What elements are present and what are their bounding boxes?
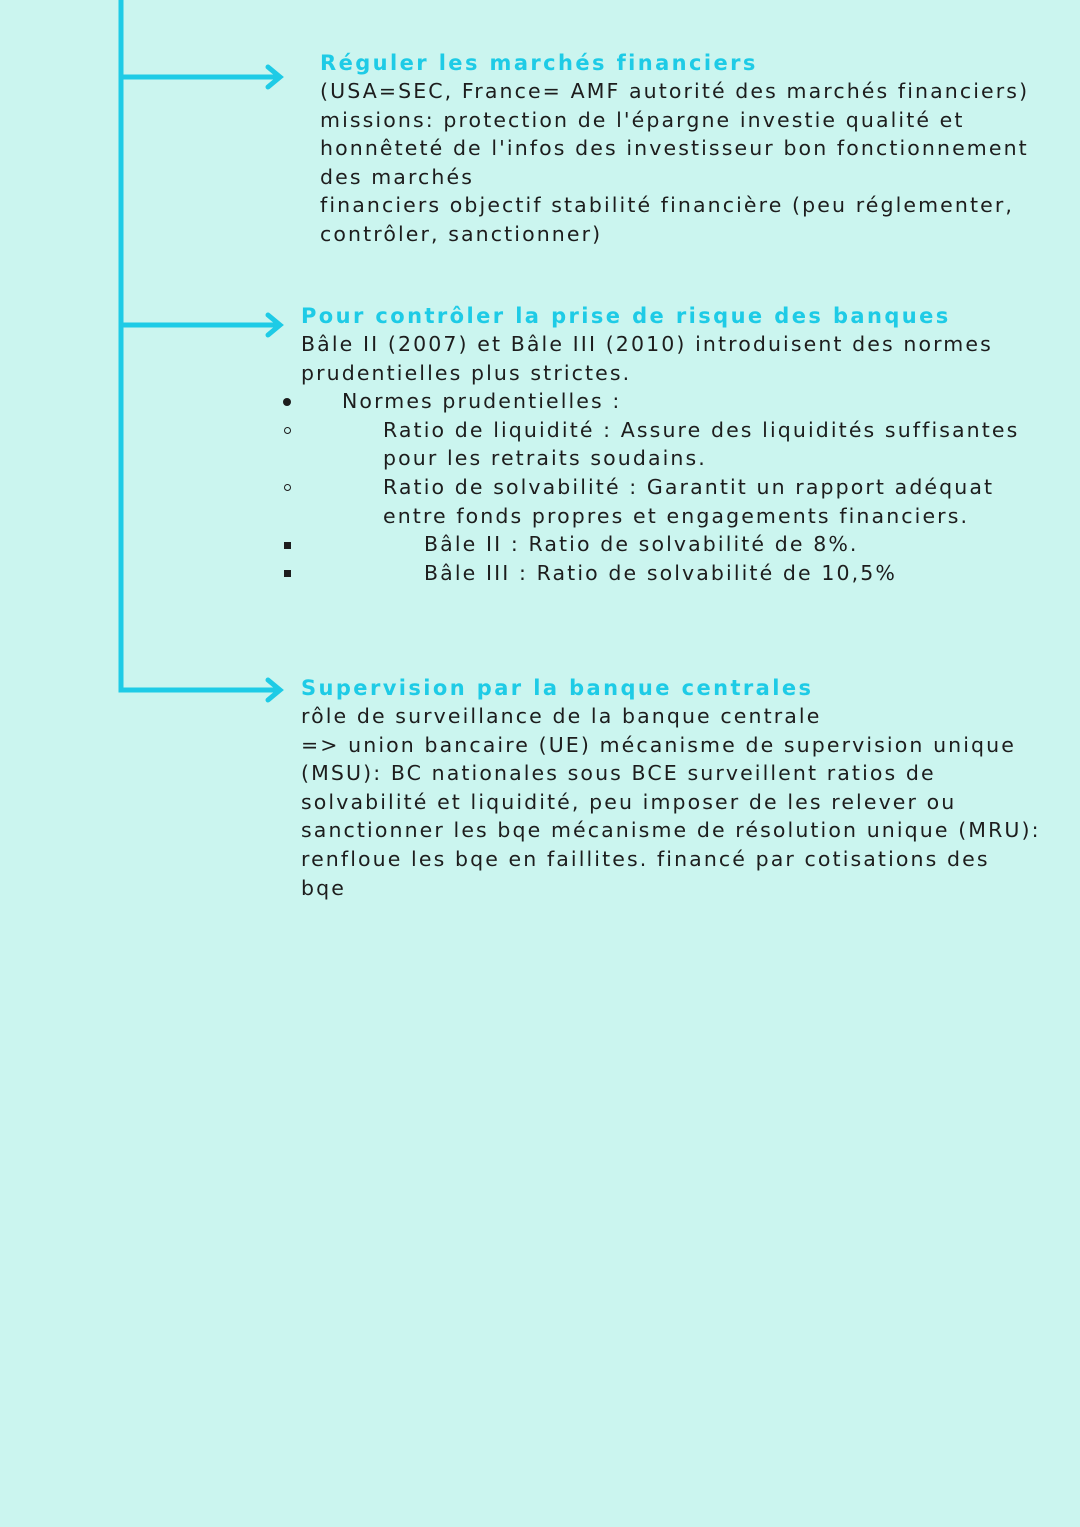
list-item xyxy=(301,387,1019,416)
section-heading: Réguler les marchés financiers xyxy=(320,51,758,75)
section-heading: Supervision par la banque centrales xyxy=(301,676,814,700)
bullet-square-icon xyxy=(277,530,297,559)
list-item-text: Ratio de solvabilité : Garantit un rapport adéquat xyxy=(383,474,995,499)
bullet-circle-icon xyxy=(277,416,297,445)
list-item-text: Bâle II : Ratio de solvabilité de 8%. xyxy=(424,532,859,557)
body-line: financiers objectif stabilité financière (peu réglementer, xyxy=(320,193,1014,218)
body-line: des marchés xyxy=(320,164,474,189)
body-line: renfloue les bqe en faillites. financé par cotisations des xyxy=(301,846,990,871)
list-item-text: Ratio de liquidité : Assure des liquidités suffisantes xyxy=(383,417,1020,442)
body-line: honnêteté de l'infos des investisseur bon fonctionnement xyxy=(320,136,1029,161)
body-line: solvabilité et liquidité, peu imposer de les relever ou xyxy=(301,789,957,814)
list-item-text: Normes prudentielles : xyxy=(342,389,622,414)
section-body xyxy=(320,77,1029,249)
body-line: bqe xyxy=(301,875,346,900)
section-controle-risque xyxy=(301,302,1019,587)
body-line: Bâle II (2007) et Bâle III (2010) introduisent des normes xyxy=(301,332,993,356)
list-item xyxy=(301,559,1019,588)
arrow-right-icon xyxy=(121,680,280,700)
arrow-right-icon xyxy=(121,67,280,87)
body-line: (USA=SEC, France= AMF autorité des marchés financiers) xyxy=(320,79,1030,103)
list-item xyxy=(301,416,1019,473)
list-item-text: entre fonds propres et engagements financiers. xyxy=(383,503,970,528)
list-item xyxy=(301,473,1019,530)
body-line: rôle de surveillance de la banque centrale xyxy=(301,704,822,728)
section-intro xyxy=(301,330,1019,387)
body-line: => union bancaire (UE) mécanisme de supervision unique xyxy=(301,732,1016,757)
list-item-text: Bâle III : Ratio de solvabilité de 10,5% xyxy=(424,560,897,585)
section-supervision-banque-centrale xyxy=(301,674,1041,902)
section-body xyxy=(301,702,1041,902)
bullet-square-icon xyxy=(277,559,297,588)
body-line: sanctionner les bqe mécanisme de résolution unique (MRU): xyxy=(301,818,1041,843)
bullet-dot-icon xyxy=(277,387,297,416)
bullet-list xyxy=(301,387,1019,587)
body-line: prudentielles plus strictes. xyxy=(301,360,632,385)
list-item xyxy=(301,530,1019,559)
body-line: contrôler, sanctionner) xyxy=(320,221,603,246)
section-heading: Pour contrôler la prise de risque des banques xyxy=(301,304,951,328)
bullet-circle-icon xyxy=(277,473,297,502)
list-item-text: pour les retraits soudains. xyxy=(383,446,707,471)
body-line: (MSU): BC nationales sous BCE surveillent ratios de xyxy=(301,761,936,786)
body-line: missions: protection de l'épargne investie qualité et xyxy=(320,107,965,132)
section-regulation-marches xyxy=(320,49,1029,249)
arrow-right-icon xyxy=(121,315,280,335)
